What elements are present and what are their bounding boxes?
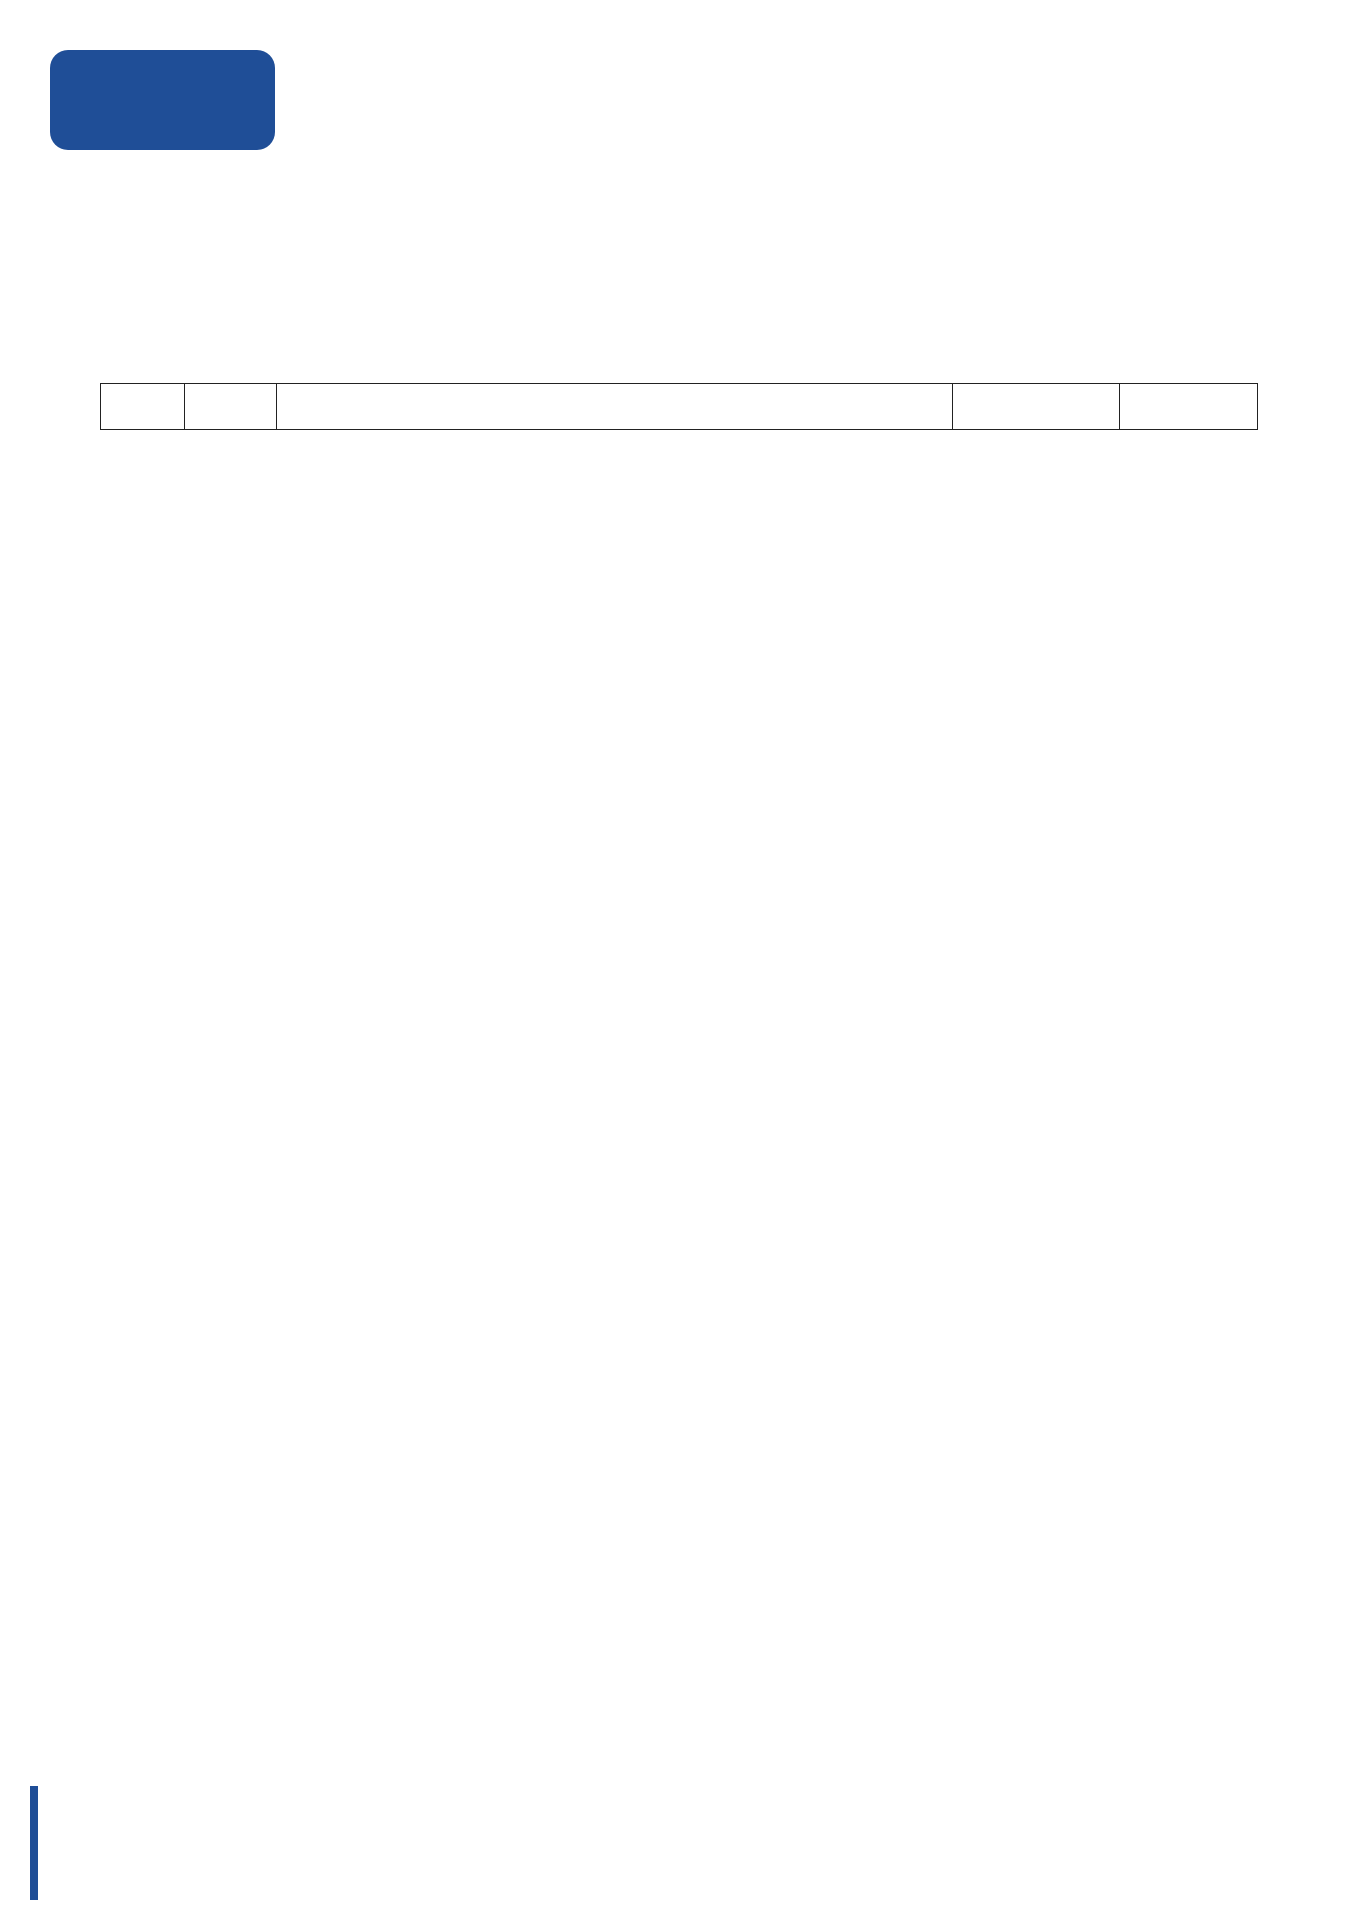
substance-table bbox=[100, 383, 1258, 430]
header-batch bbox=[101, 384, 185, 430]
uone-logo bbox=[50, 50, 275, 150]
footer-accent-bar bbox=[30, 1786, 38, 1900]
header-substance-name bbox=[276, 384, 952, 430]
header-number bbox=[184, 384, 276, 430]
header-rl bbox=[1120, 384, 1258, 430]
header-cas-number bbox=[953, 384, 1120, 430]
table-header-row bbox=[101, 384, 1258, 430]
